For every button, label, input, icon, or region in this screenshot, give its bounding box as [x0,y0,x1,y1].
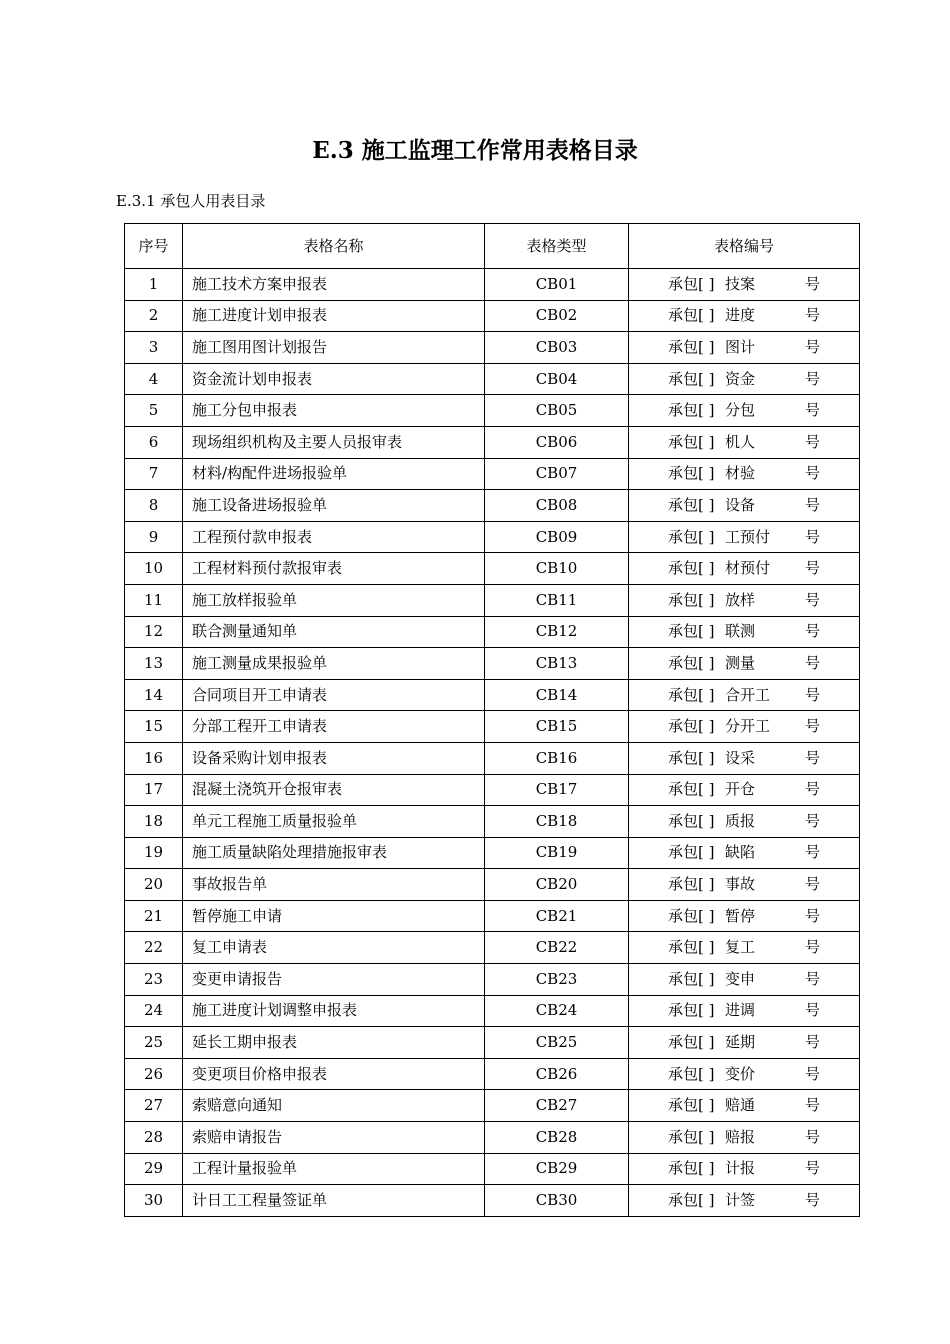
row-form-type: CB07 [485,458,629,490]
table-row [125,332,860,364]
row-serial: 25 [125,1027,183,1059]
row-form-name: 材料/构配件进场报验单 [183,458,485,490]
form-number-cell [629,653,859,672]
row-serial: 7 [125,458,183,490]
table-row [125,774,860,806]
row-form-number [629,1185,860,1217]
form-number-prefix: 承包[ ] [668,653,715,672]
table-body [125,269,860,1217]
row-form-name: 工程计量报验单 [183,1153,485,1185]
table-row [125,269,860,301]
row-serial: 24 [125,995,183,1027]
table-row [125,458,860,490]
row-form-type: CB28 [485,1122,629,1154]
row-form-type: CB15 [485,711,629,743]
table-row [125,395,860,427]
form-number-suffix: 号 [805,748,821,767]
form-number-cell [629,527,859,546]
row-serial: 17 [125,774,183,806]
table-row [125,932,860,964]
form-number-prefix: 承包[ ] [668,938,715,957]
row-form-number [629,553,860,585]
form-number-suffix: 号 [805,559,821,578]
row-form-type: CB08 [485,490,629,522]
form-number-code: 变价 [725,1064,756,1083]
row-serial: 21 [125,900,183,932]
row-form-number [629,869,860,901]
form-number-suffix: 号 [805,653,821,672]
table-row [125,1090,860,1122]
form-number-cell [629,748,859,767]
form-number-cell [629,1098,859,1113]
form-number-prefix: 承包[ ] [668,875,715,894]
row-form-number [629,900,860,932]
form-number-suffix: 号 [805,717,821,736]
row-serial: 14 [125,679,183,711]
row-form-name: 变更申请报告 [183,964,485,996]
row-form-type: CB13 [485,648,629,680]
form-number-code: 合开工 [725,685,771,704]
row-form-number [629,426,860,458]
row-form-number [629,1027,860,1059]
table-row [125,363,860,395]
row-form-type: CB01 [485,269,629,301]
row-form-number [629,616,860,648]
row-form-name: 施工分包申报表 [183,395,485,427]
row-form-type: CB11 [485,584,629,616]
form-number-suffix: 号 [805,811,821,830]
row-form-number [629,742,860,774]
row-form-name: 单元工程施工质量报验单 [183,806,485,838]
row-form-name: 变更项目价格申报表 [183,1058,485,1090]
form-number-cell [629,1193,859,1208]
form-number-prefix: 承包[ ] [668,685,715,704]
row-form-number [629,1090,860,1122]
table-row [125,648,860,680]
table-row [125,869,860,901]
page-title: E.3 施工监理工作常用表格目录 [312,137,638,164]
row-form-name: 分部工程开工申请表 [183,711,485,743]
form-number-prefix: 承包[ ] [668,1191,715,1210]
form-number-prefix: 承包[ ] [668,527,715,546]
row-form-number [629,995,860,1027]
form-number-cell [629,719,859,734]
table-row [125,679,860,711]
form-number-cell [629,466,859,481]
row-form-name: 联合测量通知单 [183,616,485,648]
form-number-prefix: 承包[ ] [668,401,715,420]
form-number-prefix: 承包[ ] [668,811,715,830]
form-number-suffix: 号 [805,1096,821,1115]
form-number-prefix: 承包[ ] [668,590,715,609]
row-form-type: CB29 [485,1153,629,1185]
form-number-prefix: 承包[ ] [668,1033,715,1052]
row-serial: 5 [125,395,183,427]
row-serial: 13 [125,648,183,680]
form-number-suffix: 号 [805,1191,821,1210]
form-number-cell [629,308,859,323]
row-form-name: 工程预付款申报表 [183,521,485,553]
table-row [125,553,860,585]
row-form-type: CB16 [485,742,629,774]
form-number-cell [629,969,859,988]
row-serial: 6 [125,426,183,458]
form-number-suffix: 号 [805,843,821,862]
row-serial: 27 [125,1090,183,1122]
form-number-code: 资金 [725,369,756,388]
form-number-code: 进度 [725,306,756,325]
row-form-name: 施工测量成果报验单 [183,648,485,680]
header-serial: 序号 [125,224,183,269]
row-form-name: 计日工工程量签证单 [183,1185,485,1217]
form-number-cell [629,782,859,797]
row-serial: 3 [125,332,183,364]
form-number-cell [629,940,859,955]
form-number-suffix: 号 [805,527,821,546]
row-form-number [629,837,860,869]
form-number-suffix: 号 [805,1033,821,1052]
form-number-suffix: 号 [805,969,821,988]
row-serial: 26 [125,1058,183,1090]
form-number-prefix: 承包[ ] [668,432,715,451]
form-number-suffix: 号 [805,432,821,451]
row-form-type: CB21 [485,900,629,932]
row-serial: 1 [125,269,183,301]
table-row [125,964,860,996]
row-form-type: CB18 [485,806,629,838]
header-form-name: 表格名称 [183,224,485,269]
row-form-number [629,363,860,395]
row-form-name: 施工质量缺陷处理措施报审表 [183,837,485,869]
row-form-type: CB10 [485,553,629,585]
form-number-suffix: 号 [805,622,821,641]
table-row [125,1058,860,1090]
form-number-cell [629,1035,859,1050]
table-row [125,426,860,458]
row-form-number [629,584,860,616]
form-number-code: 质报 [725,811,756,830]
form-number-prefix: 承包[ ] [668,1127,715,1146]
row-serial: 18 [125,806,183,838]
form-number-suffix: 号 [805,1064,821,1083]
row-form-number [629,300,860,332]
form-number-code: 赔通 [725,1096,756,1115]
row-form-number [629,679,860,711]
row-form-type: CB06 [485,426,629,458]
row-form-name: 事故报告单 [183,869,485,901]
form-number-code: 分开工 [725,717,771,736]
row-form-number [629,1058,860,1090]
row-form-name: 施工设备进场报验单 [183,490,485,522]
form-number-code: 工预付 [725,527,771,546]
row-serial: 22 [125,932,183,964]
form-number-code: 延期 [725,1033,756,1052]
row-form-name: 现场组织机构及主要人员报审表 [183,426,485,458]
row-form-type: CB27 [485,1090,629,1122]
row-form-name: 施工技术方案申报表 [183,269,485,301]
row-form-number [629,806,860,838]
table-row [125,616,860,648]
form-catalog-table [124,223,860,1217]
table-row [125,837,860,869]
form-number-code: 事故 [725,875,756,894]
row-form-type: CB24 [485,995,629,1027]
row-serial: 28 [125,1122,183,1154]
form-number-cell [629,403,859,418]
row-form-type: CB12 [485,616,629,648]
row-form-number [629,269,860,301]
form-number-suffix: 号 [805,938,821,957]
form-number-code: 材预付 [725,559,771,578]
form-number-code: 联测 [725,622,756,641]
form-number-code: 计签 [725,1191,756,1210]
table-row [125,490,860,522]
form-number-cell [629,1064,859,1083]
table-row [125,806,860,838]
form-number-prefix: 承包[ ] [668,1096,715,1115]
row-serial: 2 [125,300,183,332]
row-serial: 19 [125,837,183,869]
form-number-cell [629,906,859,925]
row-serial: 23 [125,964,183,996]
row-form-number [629,774,860,806]
form-number-prefix: 承包[ ] [668,559,715,578]
form-number-suffix: 号 [805,464,821,483]
form-number-prefix: 承包[ ] [668,780,715,799]
row-form-type: CB22 [485,932,629,964]
form-number-code: 机人 [725,432,756,451]
form-number-code: 计报 [725,1159,756,1178]
form-number-cell [629,1127,859,1146]
row-form-name: 索赔意向通知 [183,1090,485,1122]
table-row [125,900,860,932]
form-number-suffix: 号 [805,1159,821,1178]
row-serial: 10 [125,553,183,585]
row-form-type: CB20 [485,869,629,901]
form-number-cell [629,685,859,704]
form-number-prefix: 承包[ ] [668,1064,715,1083]
form-number-cell [629,811,859,830]
row-form-name: 资金流计划申报表 [183,363,485,395]
form-number-code: 暂停 [725,906,756,925]
form-number-suffix: 号 [805,306,821,325]
row-serial: 20 [125,869,183,901]
table-row [125,521,860,553]
form-number-code: 赔报 [725,1127,756,1146]
form-number-code: 变申 [725,969,756,988]
form-number-prefix: 承包[ ] [668,622,715,641]
form-number-cell [629,495,859,514]
form-number-code: 复工 [725,938,756,957]
table-row [125,300,860,332]
row-form-number [629,964,860,996]
form-number-suffix: 号 [805,274,821,293]
row-form-type: CB09 [485,521,629,553]
row-serial: 15 [125,711,183,743]
row-serial: 9 [125,521,183,553]
row-serial: 29 [125,1153,183,1185]
form-number-prefix: 承包[ ] [668,717,715,736]
form-number-cell [629,624,859,639]
form-number-code: 开仓 [725,780,756,799]
row-form-number [629,1122,860,1154]
form-number-cell [629,845,859,860]
row-form-name: 暂停施工申请 [183,900,485,932]
form-number-code: 设备 [725,495,756,514]
form-number-prefix: 承包[ ] [668,1001,715,1020]
row-form-name: 设备采购计划申报表 [183,742,485,774]
form-number-prefix: 承包[ ] [668,495,715,514]
table-row [125,995,860,1027]
table-row [125,1027,860,1059]
row-form-type: CB19 [485,837,629,869]
form-number-cell [629,561,859,576]
form-number-suffix: 号 [805,780,821,799]
row-form-number [629,490,860,522]
form-number-cell [629,877,859,892]
row-form-number [629,521,860,553]
form-number-prefix: 承包[ ] [668,464,715,483]
row-form-number [629,648,860,680]
form-number-suffix: 号 [805,369,821,388]
table-row [125,1185,860,1217]
form-number-suffix: 号 [805,337,821,356]
header-form-type: 表格类型 [485,224,629,269]
table-row [125,1122,860,1154]
row-serial: 8 [125,490,183,522]
row-form-type: CB25 [485,1027,629,1059]
form-number-cell [629,1161,859,1176]
row-serial: 11 [125,584,183,616]
row-form-name: 工程材料预付款报审表 [183,553,485,585]
table-row [125,711,860,743]
form-number-prefix: 承包[ ] [668,969,715,988]
row-form-name: 索赔申请报告 [183,1122,485,1154]
form-number-suffix: 号 [805,685,821,704]
row-form-number [629,1153,860,1185]
row-form-number [629,458,860,490]
form-number-code: 材验 [725,464,756,483]
form-number-code: 图计 [725,337,756,356]
form-number-cell [629,432,859,451]
form-number-cell [629,274,859,293]
form-number-code: 分包 [725,401,756,420]
row-form-name: 延长工期申报表 [183,1027,485,1059]
row-form-name: 合同项目开工申请表 [183,679,485,711]
row-form-number [629,932,860,964]
form-number-code: 设采 [725,748,756,767]
form-number-code: 进调 [725,1001,756,1020]
row-form-type: CB14 [485,679,629,711]
form-number-suffix: 号 [805,875,821,894]
row-form-type: CB17 [485,774,629,806]
form-number-prefix: 承包[ ] [668,274,715,293]
row-form-type: CB03 [485,332,629,364]
row-form-type: CB23 [485,964,629,996]
form-number-prefix: 承包[ ] [668,1159,715,1178]
form-number-code: 测量 [725,653,756,672]
row-serial: 16 [125,742,183,774]
row-form-number [629,395,860,427]
form-number-cell [629,590,859,609]
form-number-code: 缺陷 [725,843,756,862]
form-number-suffix: 号 [805,1127,821,1146]
row-form-name: 施工图用图计划报告 [183,332,485,364]
form-number-suffix: 号 [805,1001,821,1020]
form-number-prefix: 承包[ ] [668,369,715,388]
section-subtitle: E.3.1 承包人用表目录 [116,192,266,210]
form-number-code: 放样 [725,590,756,609]
row-serial: 30 [125,1185,183,1217]
row-serial: 4 [125,363,183,395]
row-form-number [629,332,860,364]
table-header-row [125,224,860,269]
form-number-suffix: 号 [805,590,821,609]
form-number-cell [629,1003,859,1018]
header-form-number: 表格编号 [629,224,860,269]
row-form-number [629,711,860,743]
row-serial: 12 [125,616,183,648]
table-row [125,584,860,616]
row-form-name: 复工申请表 [183,932,485,964]
row-form-type: CB05 [485,395,629,427]
row-form-name: 施工放样报验单 [183,584,485,616]
form-number-prefix: 承包[ ] [668,306,715,325]
table-row [125,742,860,774]
form-number-prefix: 承包[ ] [668,748,715,767]
form-number-cell [629,337,859,356]
form-number-suffix: 号 [805,495,821,514]
form-number-suffix: 号 [805,401,821,420]
form-number-cell [629,369,859,388]
form-number-prefix: 承包[ ] [668,843,715,862]
table-row [125,1153,860,1185]
row-form-name: 混凝土浇筑开仓报审表 [183,774,485,806]
row-form-type: CB30 [485,1185,629,1217]
row-form-type: CB02 [485,300,629,332]
form-number-prefix: 承包[ ] [668,906,715,925]
form-number-suffix: 号 [805,906,821,925]
row-form-name: 施工进度计划调整申报表 [183,995,485,1027]
row-form-type: CB04 [485,363,629,395]
form-number-code: 技案 [725,274,756,293]
row-form-type: CB26 [485,1058,629,1090]
row-form-name: 施工进度计划申报表 [183,300,485,332]
form-number-prefix: 承包[ ] [668,337,715,356]
